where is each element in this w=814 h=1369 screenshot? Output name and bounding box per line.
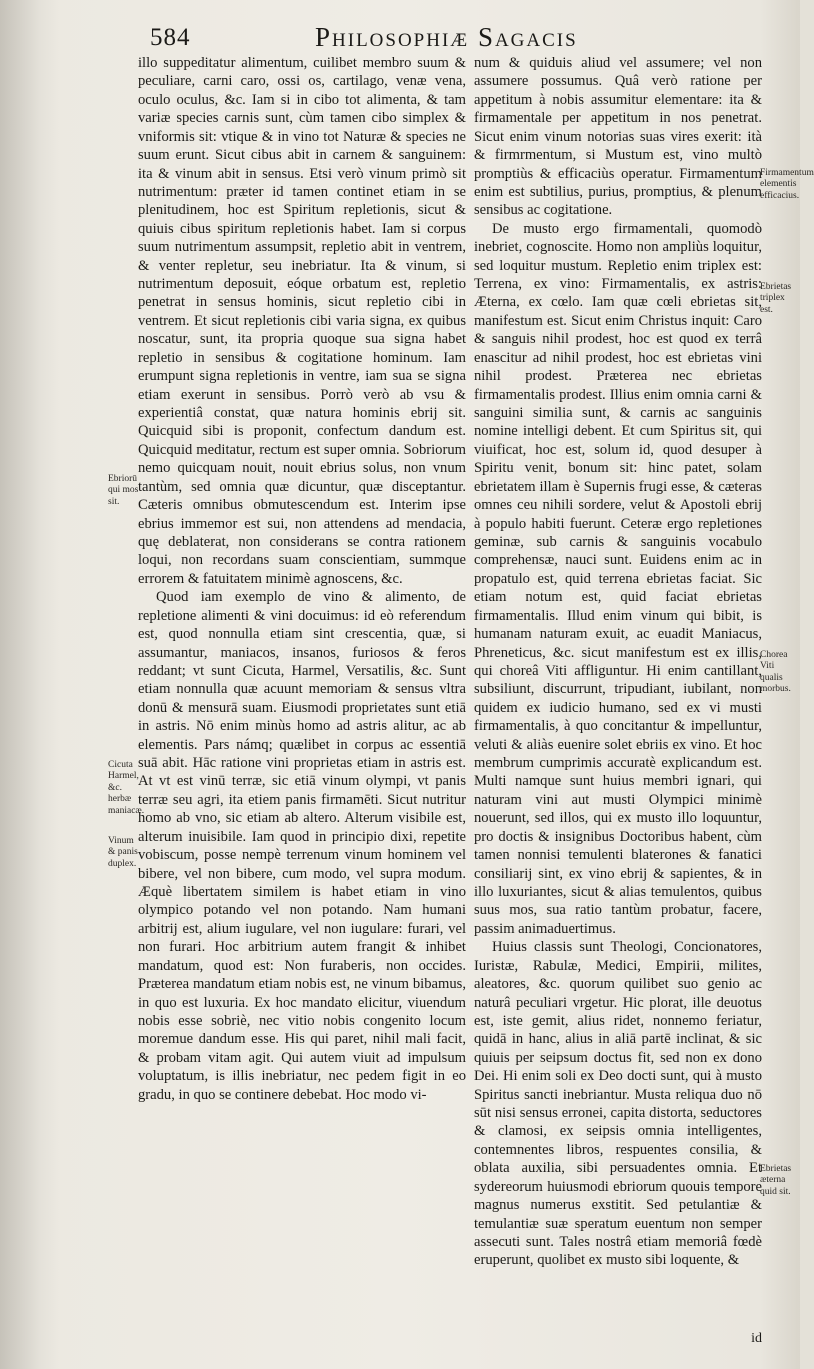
margin-note-left-3: Vinum & panis duplex.	[108, 836, 138, 869]
margin-note-right-1: Firmamentum elementis efficacius.	[760, 168, 814, 201]
margin-note-left-1: Ebriorū qui mos sit.	[108, 474, 139, 507]
left-paragraph-1: illo suppeditatur alimentum, cuilibet membro suum & peculiare, carni caro, ossi os, cartilago, venæ vena, oculo oculus, &c. Iam si in cibo tot alimenta, & tam variæ species carnis sunt, cùm tamen cibo simplex & vniformis sit: vtique & in vino tot Naturæ & species ne suum erunt. Sicut cibus abit in carnem & sanguinem: ita & vinum abit in sensus. Etsi verò vinum primò sit nutrimentum: præter id tamen continet etiam in se plenitudinem, hoc est Spiritum repletionis, sicut & quiuis cibus spiritum repletionis habet. Iam si corpus suum nutrimentum assumpsit, repletio abit in ventrem, & venter repletur, seu inebriatur. Ita & vinum, si nutrimentum deposuit, eóque orbatum est, repletio penetrat in sensus hominis, sicut repletio cibi in ventrem. Et sicut repletionis cibi varia signa, ex quibus noscatur, sunt, ita propria quoque sua signa habet repletio in sensibus & cogitatione hominum. Iam erumpunt signa repletionis in ventre, iam sua se signa etiam exerunt in sensibus. Porrò verò ab vsu & experientiâ constat, quæ natura hominis ebrij sit. Quicquid sibi is proponit, confectum dandum est. Quicquid meditatur, rectum est super omnia. Sobriorum nemo quicquam nouit, nouit ebrius solus, non vnum tantùm, sed omnia quæ dicuntur, quæ disceptantur. Cæteris omnibus obmutescendum est. Interim ipse ebrius immemor est sui, non attendens ad mendacia, quę deblaterat, non considerans se contra rationem loqui, non recordans suam conscientiam, summque errorem & fatuitatem minimè agnoscens, &c.	[138, 55, 466, 587]
left-paragraph-2: Quod iam exemplo de vino & alimento, de repletione alimenti & vini docuimus: id eò referendum est, quod nonnulla etiam sint crescentia, quæ, si assumantur, maniacos, insanos, furiosos & feros reddant; vt sunt Cicuta, Harmel, Versatilis, &c. Sunt etiam nonnulla quæ acuunt memoriam & sensus vltra donū & mensurā suam. Eiusmodi proprietates sunt etiā in astris. Nō enim minùs homo ad astris alitur, ac ab elementis. Pars námq; quælibet in corpus ac essentiā suā abit. Hāc ratione vini proprietas etiam in astris est. At vt est vinū terræ, sic etiā vinum olympi, vt panis terræ seu agri, ita etiem panis firmamēti. Sicut nutritur homo ab vno, sic etiam ab altero. Alterum visibile est, alterum inuisibile. Iam quod in principio dixi, repetite vobiscum, posse nempè terrenum vinum hominem vel bibere, vel non bibere, cum modo, vel supra modum. Æquè libertatem similem is habet etiam in vino olympico potando vel non potando. Nam humani arbitrij est, alium iugulare, vel non iugulare: furari, vel non furari. Hoc arbitrium autem frangit & inhibet mandatum, quod est: Non furaberis, non occides. Præterea mandatum etiam nobis est, ne vinum bibamus, in quo est luxuria. Ex hoc mandato elicitur, viuendum nobis esse sobriè, nec vitio nobis congenito locum moremue dandum esse. His qui paret, nihil mali facit, & probam vitam agit. Qui autem viuit ad impulsum voluptatum, is illis inebriatur, nec pedem figit in eo gradu, in quo se continere debebat. Hoc modo vi-	[138, 589, 466, 1103]
margin-note-right-3: Chorea Viti qualis morbus.	[760, 650, 791, 695]
right-paragraph-2: De musto ergo firmamentali, quomodò inebriet, cognoscite. Homo non ampliùs loquitur, sed loquitur mustum. Repletio enim triplex est: Terrena, ex vino: Firmamentalis, ex astris: Æterna, ex cœlo. Iam quæ cœli ebrietas sit, manifestum est. Sicut enim Christus inquit: Caro & sanguis nihil prodest, hoc est quod ex terrâ enascitur ad nihil prodest, hoc est ebrietas vini nihil prodest. Præterea nec ebrietas firmamentalis prodest. Illius enim omnia carni & sanguini similia sunt, & carnis ac sanguinis nomine intelligi debent. Et cum Spiritus sit, qui viuificat, hoc est, solum id, quod desuper à Spiritu venit, bonum sit: hinc patet, solam ebrietatem illam è Supernis frugi esse, & cæteras omnes ceu nihili sordere, velut & Apostoli ebrij à populo habiti fuerunt. Ceteræ ergo repletiones geminæ, sub carnis & sanguinis vocabulo comprehensæ, nauci sunt. Euidens enim ac in propatulo est, quid terrena ebrietas faciat. Sic etiam notum est, quid faciat ebrietas firmamentalis. Illud enim vinum qui bibit, is humanam naturam exuit, ac euadit Maniacus, Phreneticus, &c. sicut manifestum est ex illis, qui choreâ Viti affliguntur. Hi enim cantillant, subsiliunt, discurrunt, tripudiant, iubilant, non quidem ex iudicio humano, sed ex vi musti firmamentalis, à quo concitantur & impelluntur, veluti & aliàs euenire solet ebriis ex vino. Et hoc membrum cumprimis accuratè explicandum est. Multi namque sunt huius membri ignari, qui naturam vini aut musti Olympici minimè nouerunt, sed illos, qui ex musto illo loquuntur, pro doctis & insignibus Doctoribus habent, cùm tamen nonnisi temulenti blaterones & fanatici consiliarij sint, ex vino ebrij & sapientes, & in illo luxuriantes, sicut & alias temulentos, quibus suus mos, sua ratio tantùm probatur, facere, passim animaduertimus.	[474, 220, 762, 937]
catchword: id	[751, 1331, 762, 1346]
margin-note-right-4: Ebrietas æterna quid sit.	[760, 1164, 792, 1197]
running-head: Philosophiæ Sagacis	[315, 22, 578, 52]
page-number: 584	[150, 24, 191, 51]
margin-note-right-2: Ebrietas triplex est.	[760, 282, 792, 315]
right-column	[474, 54, 762, 1270]
page-header	[150, 22, 760, 54]
binding-shadow	[0, 0, 60, 1369]
right-paragraph-3: Huius classis sunt Theologi, Concionatores, Iuristæ, Rabulæ, Medici, Empirii, milites, aleatores, &c. quorum quilibet suo genio ac naturâ peculiari vrgetur. Hic plorat, ille deuotus est, iste gemit, alius ridet, nonnemo feriatur, quidā in hanc, alius in aliā partē inclinat, & sic quiuis per seipsum doctus fit, sed non ex dono Dei. Hi enim soli ex Deo docti sunt, qui à musto Spiritus sancti inebriantur. Musta reliqua duo nō sūt nisi sensus erronei, capita distorta, seductores & clamosi, ex seipsis omnia intelligentes, contemnentes libros, respuentes consilia, & oblata auxilia, sibi persuadentes omnia. Et sydereorum huiusmodi ebriorum quouis tempore magnus numerus exstitit. Sed petulantiæ & temulantiæ suæ speratum euentum non semper assecuti sunt. Tales nostrâ etiam memoriâ fœdè eruperunt, quolibet ex musto sibi loquente, &	[474, 939, 762, 1269]
left-column	[138, 54, 466, 1104]
right-paragraph-1: num & quiduis aliud vel assumere; vel non assumere possumus. Quâ verò ratione per appetitum à nobis assumitur elementare: ita & firmamentale per appetitum in nos penetrat. Sicut enim vinum notorias suas vires exerit: ità & firmrmentum, si Mustum est, vino multò promptiùs & efficaciùs operatur. Firmamentum enim est subtilius, purius, promptius, & plenum sensibus ac cogitatione.	[474, 55, 762, 219]
margin-note-left-2: Cicuta Harmel, &c. herbæ maniacæ.	[108, 760, 145, 816]
